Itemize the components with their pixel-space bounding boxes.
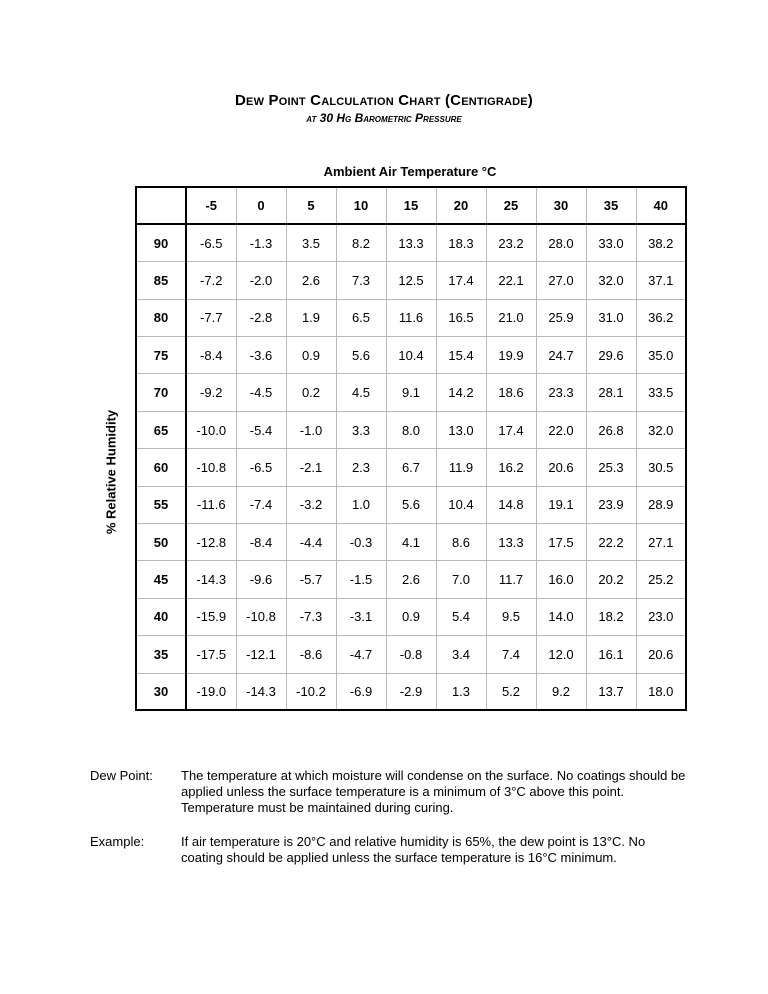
dew-point-cell: -8.4	[186, 337, 236, 374]
humidity-header: 85	[136, 262, 186, 299]
dew-point-cell: 3.3	[336, 411, 386, 448]
dew-point-cell: -2.8	[236, 299, 286, 336]
dew-point-cell: 25.9	[536, 299, 586, 336]
temperature-header: 35	[586, 187, 636, 224]
dew-point-cell: 8.0	[386, 411, 436, 448]
dew-point-cell: -9.6	[236, 561, 286, 598]
dew-point-cell: 2.3	[336, 449, 386, 486]
dew-point-cell: 18.0	[636, 673, 686, 710]
dew-point-cell: 12.0	[536, 636, 586, 673]
dew-point-cell: 8.6	[436, 524, 486, 561]
dew-point-cell: 11.9	[436, 449, 486, 486]
humidity-header: 65	[136, 411, 186, 448]
dew-point-cell: 3.5	[286, 224, 336, 261]
dew-point-cell: 18.6	[486, 374, 536, 411]
dew-point-cell: 9.1	[386, 374, 436, 411]
dew-point-cell: 13.0	[436, 411, 486, 448]
temperature-header: 5	[286, 187, 336, 224]
dew-point-cell: 16.0	[536, 561, 586, 598]
dew-point-cell: 24.7	[536, 337, 586, 374]
dew-point-cell: 28.0	[536, 224, 586, 261]
dew-point-cell: 3.4	[436, 636, 486, 673]
dew-point-cell: -1.5	[336, 561, 386, 598]
dew-point-cell: 22.2	[586, 524, 636, 561]
temperature-header: 25	[486, 187, 536, 224]
dew-point-cell: -7.2	[186, 262, 236, 299]
dew-point-cell: 0.9	[386, 598, 436, 635]
dew-point-cell: -19.0	[186, 673, 236, 710]
dew-point-cell: 9.2	[536, 673, 586, 710]
dew-point-cell: 36.2	[636, 299, 686, 336]
temperature-header: 40	[636, 187, 686, 224]
dew-point-cell: -14.3	[236, 673, 286, 710]
dew-point-cell: -3.6	[236, 337, 286, 374]
table-row	[136, 262, 686, 299]
humidity-header: 30	[136, 673, 186, 710]
dew-point-cell: -4.5	[236, 374, 286, 411]
dew-point-cell: -10.0	[186, 411, 236, 448]
dew-point-cell: -12.1	[236, 636, 286, 673]
dew-point-cell: -0.3	[336, 524, 386, 561]
table-row	[136, 673, 686, 710]
note-example	[90, 834, 690, 866]
dew-point-cell: -11.6	[186, 486, 236, 523]
dew-point-cell: 23.2	[486, 224, 536, 261]
dew-point-cell: -7.7	[186, 299, 236, 336]
table-row	[136, 374, 686, 411]
dew-point-cell: 28.1	[586, 374, 636, 411]
table-row	[136, 561, 686, 598]
dew-point-cell: -5.7	[286, 561, 336, 598]
dew-point-cell: 2.6	[386, 561, 436, 598]
dew-point-cell: 5.6	[386, 486, 436, 523]
dew-point-cell: -7.4	[236, 486, 286, 523]
dew-point-cell: -10.8	[236, 598, 286, 635]
dew-point-cell: -1.3	[236, 224, 286, 261]
dew-point-cell: 5.4	[436, 598, 486, 635]
humidity-header: 75	[136, 337, 186, 374]
humidity-header: 40	[136, 598, 186, 635]
dew-point-cell: 16.2	[486, 449, 536, 486]
dew-point-cell: 14.0	[536, 598, 586, 635]
dew-point-cell: 25.3	[586, 449, 636, 486]
dew-point-cell: 17.4	[486, 411, 536, 448]
dew-point-cell: -2.1	[286, 449, 336, 486]
dew-point-cell: -0.8	[386, 636, 436, 673]
dew-point-cell: 10.4	[386, 337, 436, 374]
dew-point-cell: 14.8	[486, 486, 536, 523]
dew-point-cell: 27.0	[536, 262, 586, 299]
corner-cell	[136, 187, 186, 224]
table-row	[136, 411, 686, 448]
dew-point-cell: 25.2	[636, 561, 686, 598]
dew-point-cell: 33.5	[636, 374, 686, 411]
dew-point-cell: 19.1	[536, 486, 586, 523]
dew-point-cell: -3.1	[336, 598, 386, 635]
dew-point-cell: 32.0	[586, 262, 636, 299]
dew-point-cell: 1.3	[436, 673, 486, 710]
dew-point-cell: -1.0	[286, 411, 336, 448]
note-dew-point	[90, 768, 690, 816]
column-axis-label: Ambient Air Temperature °C	[323, 164, 497, 179]
dew-point-cell: 11.6	[386, 299, 436, 336]
dew-point-cell: 0.2	[286, 374, 336, 411]
table-row	[136, 299, 686, 336]
dew-point-cell: -7.3	[286, 598, 336, 635]
table-row	[136, 449, 686, 486]
temperature-header: 30	[536, 187, 586, 224]
dew-point-cell: -15.9	[186, 598, 236, 635]
dew-point-cell: -4.7	[336, 636, 386, 673]
dew-point-cell: -5.4	[236, 411, 286, 448]
dew-point-cell: 30.5	[636, 449, 686, 486]
dew-point-cell: 35.0	[636, 337, 686, 374]
dew-point-cell: 18.2	[586, 598, 636, 635]
table-row	[136, 486, 686, 523]
dew-point-cell: -10.8	[186, 449, 236, 486]
note-text: If air temperature is 20°C and relative humidity is 65%, the dew point is 13°C. No coating should be applied unless the surface temperature is 16°C minimum.	[181, 834, 646, 865]
dew-point-cell: 0.9	[286, 337, 336, 374]
table-row	[136, 524, 686, 561]
dew-point-cell: -14.3	[186, 561, 236, 598]
dew-point-cell: 13.3	[386, 224, 436, 261]
humidity-header: 55	[136, 486, 186, 523]
humidity-header: 70	[136, 374, 186, 411]
header-row	[136, 187, 686, 224]
humidity-header: 35	[136, 636, 186, 673]
dew-point-cell: 17.4	[436, 262, 486, 299]
chart-subtitle: at 30 Hg Barometric Pressure	[306, 111, 462, 125]
dew-point-cell: 6.7	[386, 449, 436, 486]
dew-point-cell: 33.0	[586, 224, 636, 261]
dew-point-cell: 15.4	[436, 337, 486, 374]
chart-title: Dew Point Calculation Chart (Centigrade)	[235, 92, 533, 109]
dew-point-cell: 10.4	[436, 486, 486, 523]
humidity-header: 60	[136, 449, 186, 486]
note-label: Example:	[90, 834, 145, 849]
dew-point-cell: 13.3	[486, 524, 536, 561]
dew-point-cell: 17.5	[536, 524, 586, 561]
dew-point-cell: 31.0	[586, 299, 636, 336]
dew-point-cell: 16.1	[586, 636, 636, 673]
dew-point-table	[135, 186, 687, 711]
dew-point-cell: -2.9	[386, 673, 436, 710]
humidity-header: 50	[136, 524, 186, 561]
dew-point-cell: 5.6	[336, 337, 386, 374]
dew-point-cell: 38.2	[636, 224, 686, 261]
dew-point-cell: 5.2	[486, 673, 536, 710]
dew-point-cell: -2.0	[236, 262, 286, 299]
temperature-header: 20	[436, 187, 486, 224]
notes-section	[90, 768, 690, 884]
dew-point-cell: 20.2	[586, 561, 636, 598]
dew-point-cell: 28.9	[636, 486, 686, 523]
dew-point-cell: 16.5	[436, 299, 486, 336]
dew-point-cell: 37.1	[636, 262, 686, 299]
temperature-header: -5	[186, 187, 236, 224]
dew-point-cell: 26.8	[586, 411, 636, 448]
note-text: The temperature at which moisture will condense on the surface. No coatings should be applied unless the surface temperature is a minimum of 3°C above this point. Temperature must be maintained during curing.	[181, 768, 686, 815]
dew-point-cell: 8.2	[336, 224, 386, 261]
dew-point-cell: 4.5	[336, 374, 386, 411]
dew-point-cell: 21.0	[486, 299, 536, 336]
dew-point-cell: 23.3	[536, 374, 586, 411]
dew-point-cell: 12.5	[386, 262, 436, 299]
table-row	[136, 598, 686, 635]
dew-point-cell: -6.9	[336, 673, 386, 710]
humidity-header: 80	[136, 299, 186, 336]
dew-point-cell: 7.0	[436, 561, 486, 598]
dew-point-cell: -6.5	[236, 449, 286, 486]
dew-point-cell: 14.2	[436, 374, 486, 411]
dew-point-cell: 20.6	[636, 636, 686, 673]
dew-point-cell: 18.3	[436, 224, 486, 261]
dew-point-cell: 7.3	[336, 262, 386, 299]
dew-point-cell: 1.9	[286, 299, 336, 336]
humidity-header: 45	[136, 561, 186, 598]
dew-point-cell: 2.6	[286, 262, 336, 299]
dew-point-cell: -8.6	[286, 636, 336, 673]
temperature-header: 15	[386, 187, 436, 224]
temperature-header: 0	[236, 187, 286, 224]
row-axis-label: % Relative Humidity	[103, 409, 119, 535]
dew-point-cell: -3.2	[286, 486, 336, 523]
dew-point-cell: -8.4	[236, 524, 286, 561]
dew-point-cell: 29.6	[586, 337, 636, 374]
note-label: Dew Point:	[90, 768, 153, 783]
dew-point-cell: -6.5	[186, 224, 236, 261]
table-row	[136, 636, 686, 673]
dew-point-cell: 19.9	[486, 337, 536, 374]
dew-point-cell: 6.5	[336, 299, 386, 336]
dew-point-cell: -4.4	[286, 524, 336, 561]
dew-point-cell: -9.2	[186, 374, 236, 411]
dew-point-cell: -10.2	[286, 673, 336, 710]
dew-point-cell: 9.5	[486, 598, 536, 635]
dew-point-cell: 20.6	[536, 449, 586, 486]
dew-point-cell: 13.7	[586, 673, 636, 710]
humidity-header: 90	[136, 224, 186, 261]
dew-point-cell: 23.9	[586, 486, 636, 523]
dew-point-cell: 22.1	[486, 262, 536, 299]
temperature-header: 10	[336, 187, 386, 224]
dew-point-cell: 11.7	[486, 561, 536, 598]
table-row	[136, 337, 686, 374]
dew-point-cell: 7.4	[486, 636, 536, 673]
dew-point-cell: 1.0	[336, 486, 386, 523]
table-row	[136, 224, 686, 261]
dew-point-cell: 27.1	[636, 524, 686, 561]
dew-point-cell: -17.5	[186, 636, 236, 673]
dew-point-cell: -12.8	[186, 524, 236, 561]
dew-point-cell: 4.1	[386, 524, 436, 561]
dew-point-cell: 23.0	[636, 598, 686, 635]
dew-point-cell: 32.0	[636, 411, 686, 448]
dew-point-cell: 22.0	[536, 411, 586, 448]
